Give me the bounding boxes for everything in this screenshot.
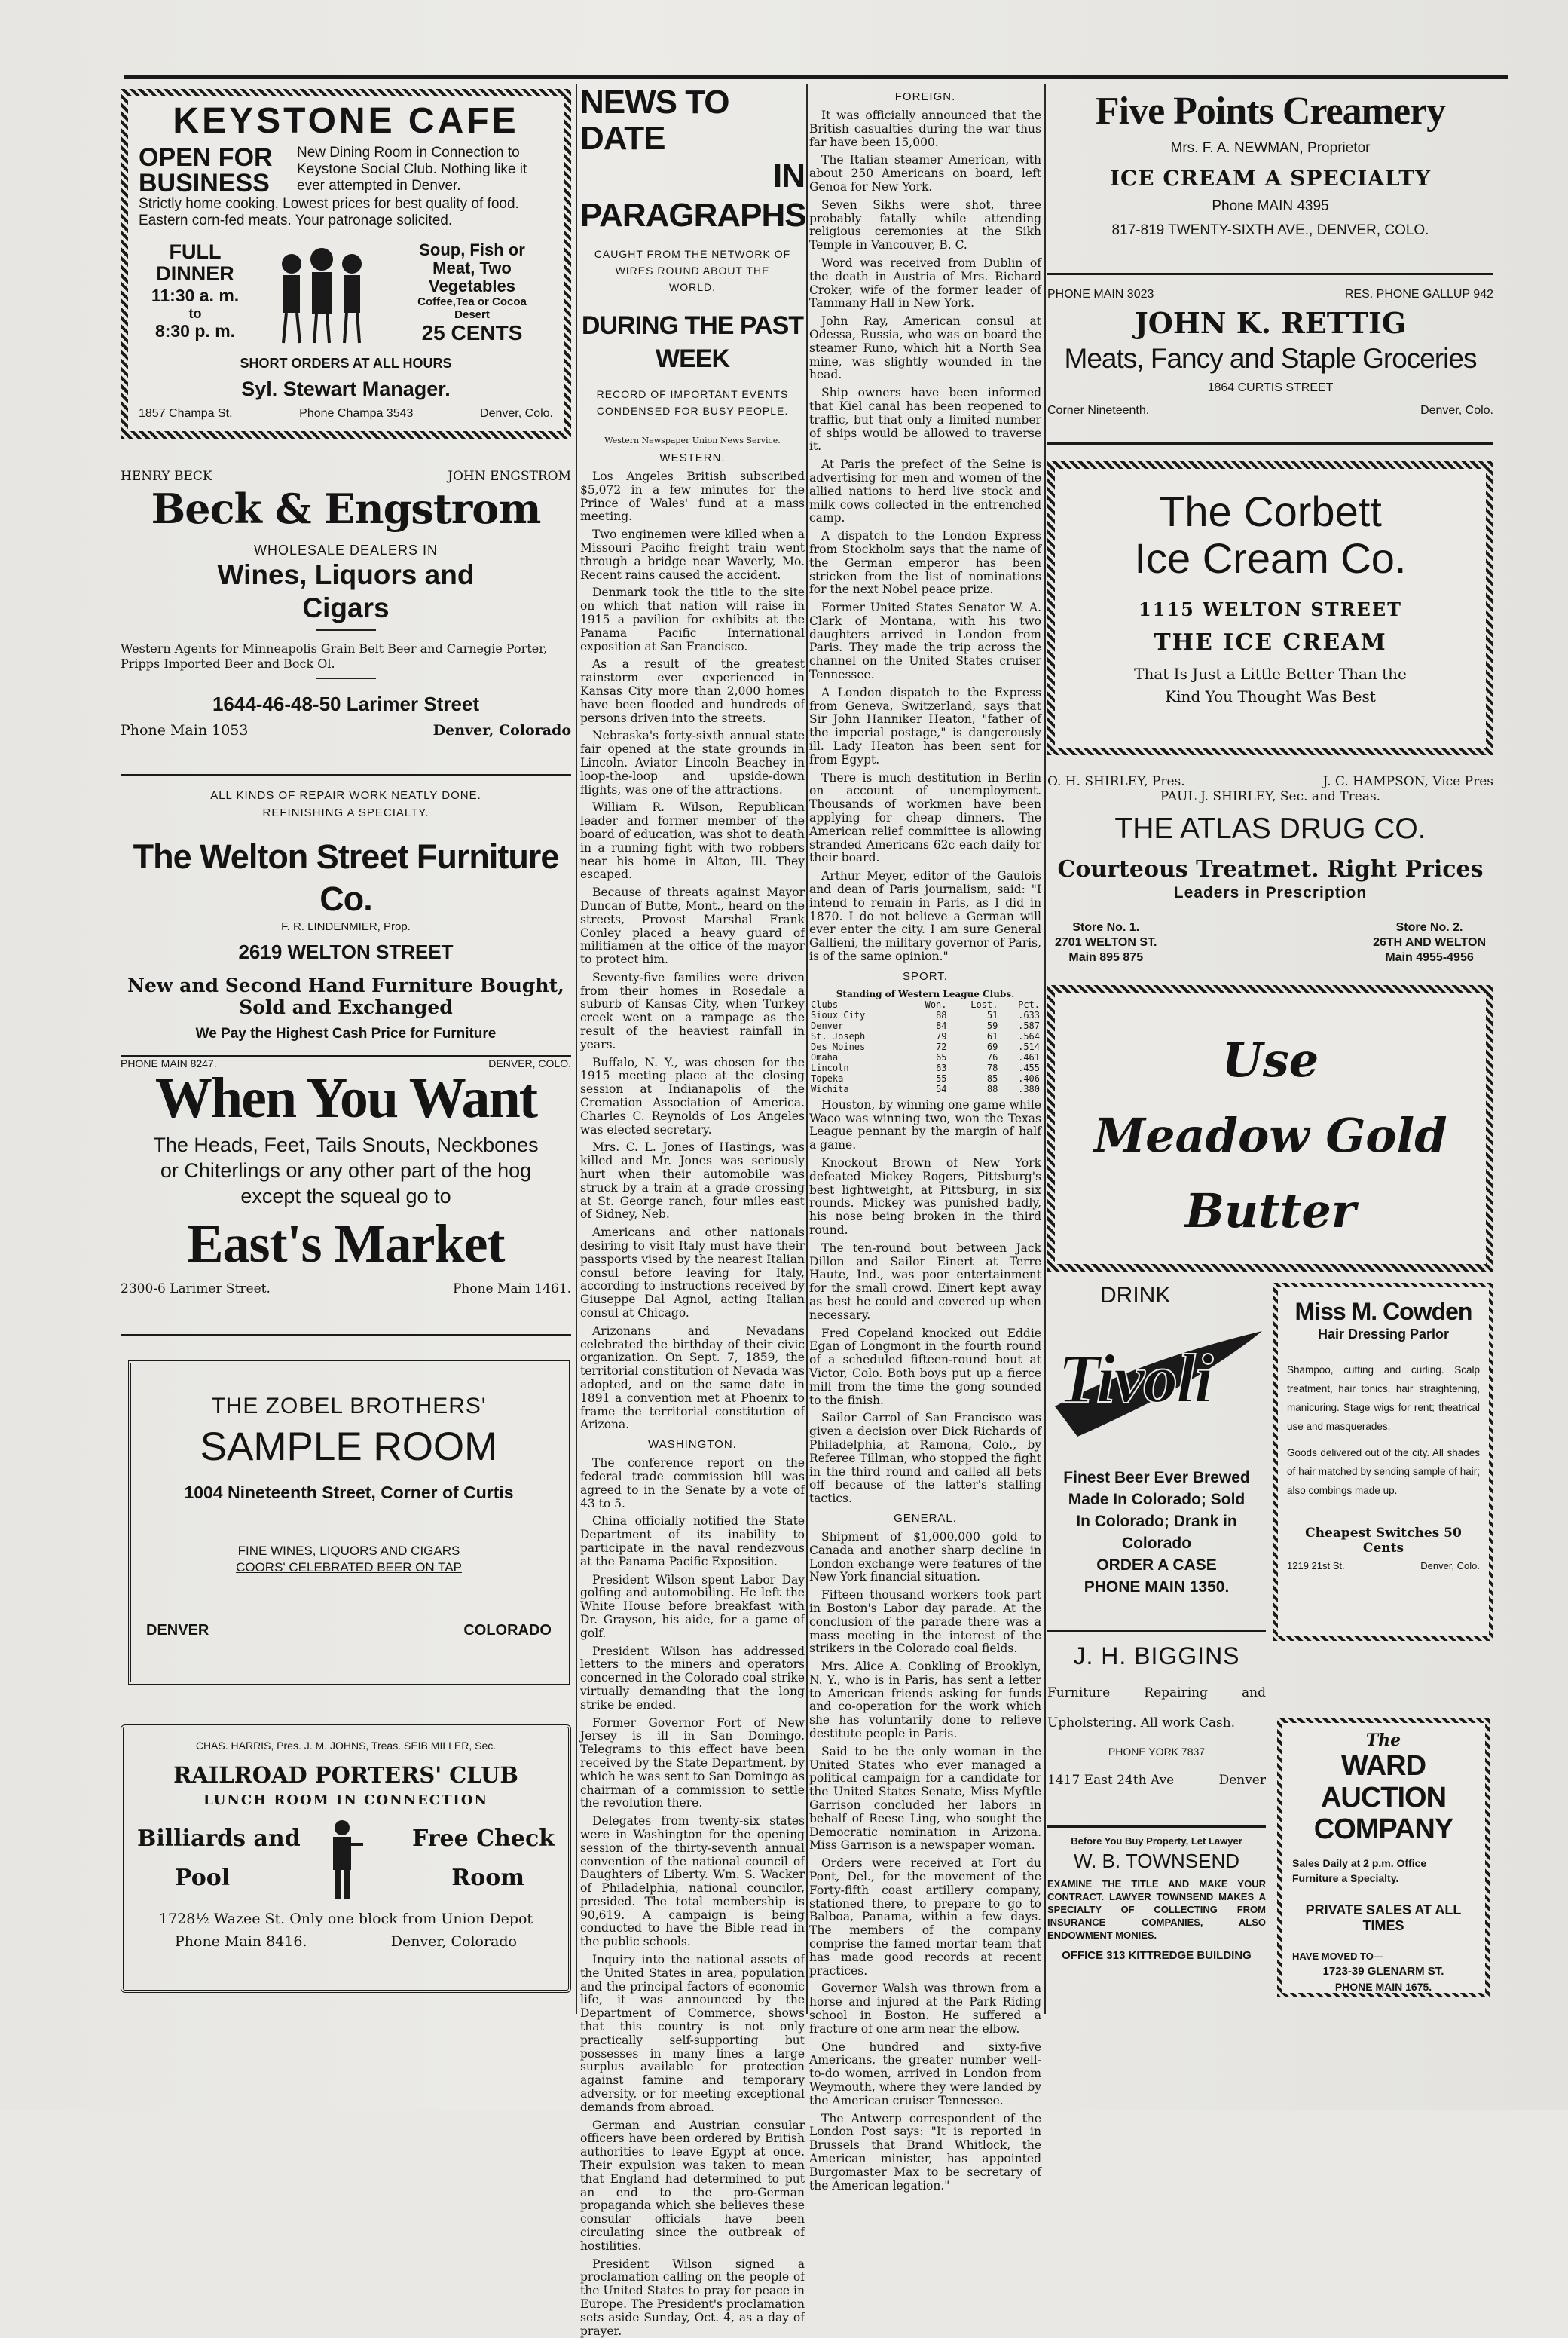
- cowden-switch: Cheapest Switches 50 Cents: [1305, 1526, 1462, 1556]
- news-item: A London dispatch to the Express from Geneva, Switzerland, says that Sir John Hanniker Heaton, "father of the imperial postage," is dangerously ill. Lady Heaton has been sent for from Egypt.: [809, 685, 1041, 767]
- standings-cell: 55: [936, 1073, 947, 1084]
- keystone-menu: [391, 241, 553, 345]
- news-deck-1: CAUGHT FROM THE NETWORK OF WIRES ROUND ABOUT THE WORLD.: [594, 248, 791, 293]
- beck-phone: Phone Main 1053: [121, 722, 249, 739]
- section-washington: WASHINGTON.: [648, 1438, 737, 1452]
- news-item: Nebraska's forty-sixth annual state fair opened at the state grounds in Lincoln. Aviator Lincoln Beachey in loop-the-loop and upside-down flights, was one of the attractions.: [580, 729, 805, 797]
- standings-cell: St. Joseph: [811, 1030, 866, 1042]
- tivoli-line: Made In Colorado; Sold: [1068, 1491, 1246, 1508]
- news-item: Ship owners have been informed that Kiel canal has been reopened to traffic, but that only a limited number of ships would be allowed to traverse it.: [809, 386, 1041, 454]
- corbett-address: 1115 WELTON STREET: [1139, 598, 1402, 620]
- news-item: There is much destitution in Berlin on account of unemployment. Thousands of workmen have been applying for cheap dinners. The American relief committee is allowing stranded Americans 62c each daily for their board.: [809, 770, 1041, 865]
- dinner-line: to: [188, 306, 202, 321]
- news-item: President Wilson signed a proclamation calling on the people of the United States to pray for peace in Europe. The President's proclamation sets aside Sunday, Oct. 4, as a day of prayer.: [580, 2257, 805, 2338]
- easts-body3: except the squeal go to: [240, 1185, 451, 1207]
- standings-cell: 61: [986, 1030, 998, 1042]
- news-item: President Wilson spent Labor Day golfing and automobiling. He left the White House before breakfast with Dr. Grayson, his aide, for a game of golf.: [580, 1572, 805, 1640]
- welton-title: The Welton Street Furniture Co.: [133, 837, 559, 918]
- beck-city: Denver, Colorado: [432, 722, 571, 739]
- menu-line: Desert: [454, 308, 490, 321]
- corbett-l3: THE ICE CREAM: [1154, 629, 1387, 656]
- tivoli-logo: Tivoli: [1058, 1340, 1212, 1417]
- beck-right-name: JOHN ENGSTROM: [448, 469, 571, 484]
- news-item: President Wilson has addressed letters to the miners and operators concerned in the Colorado coal strike virtually demanding that the long strike be ended.: [580, 1644, 805, 1712]
- news-service: Western Newspaper Union News Service.: [604, 436, 781, 445]
- keystone-phone: Phone Champa 3543: [299, 407, 414, 420]
- news-item: Former United States Senator W. A. Clark of Montana, with his two daughters arrived in London from Paris. They made the trip across the channel on the United States cruiser Tennessee.: [809, 601, 1041, 682]
- ward-private: PRIVATE SALES AT ALL TIMES: [1305, 1902, 1462, 1933]
- biggins-name: J. H. BIGGINS: [1073, 1642, 1240, 1669]
- atlas-officers: [1047, 774, 1493, 789]
- beck-agents: Western Agents for Minneapolis Grain Belt Beer and Carnegie Porter, Pripps Imported Beer and Bock Ol.: [121, 641, 548, 671]
- corbett-l4: That Is Just a Little Better Than the: [1134, 665, 1407, 683]
- beck-title: Beck & Engstrom: [151, 485, 541, 533]
- news-item: A dispatch to the London Express from Stockholm says that the name of the German emperor has been stricken from the list of nominations for the next Nobel peace prize.: [809, 529, 1041, 597]
- cowden-ad: [1273, 1283, 1493, 1641]
- open-for-business: OPEN FOR BUSINESS: [139, 143, 273, 197]
- atlas-sec: PAUL J. SHIRLEY, Sec. and Treas.: [1160, 789, 1381, 804]
- dinner-line: FULL: [169, 240, 222, 263]
- section-foreign: FOREIGN.: [894, 90, 956, 103]
- railroad-porters-ad: [121, 1724, 571, 1993]
- standings-cell: Omaha: [811, 1051, 839, 1063]
- news-item: Los Angeles British subscribed $5,072 in a few minutes for the Prince of Wales' fund at a mass meeting.: [580, 470, 805, 524]
- corbett-l1: The Corbett: [1159, 488, 1382, 535]
- standings-cell: 84: [936, 1020, 947, 1031]
- standings-row: [809, 1010, 1041, 1021]
- creamery-address: 817-819 TWENTY-SIXTH AVE., DENVER, COLO.: [1111, 222, 1429, 238]
- ward-l1: WARD AUCTION: [1320, 1750, 1447, 1813]
- news-item: Seven Sikhs were shot, three probably fatally while attending religious ceremonies at the Sikh Temple in Vancouver, B. C.: [809, 197, 1041, 252]
- welton-top1: ALL KINDS OF REPAIR WORK NEATLY DONE.: [210, 789, 481, 802]
- cowden-footer: [1287, 1560, 1480, 1571]
- ward-moved: HAVE MOVED TO—: [1292, 1951, 1383, 1962]
- standings-cell: .455: [1018, 1062, 1040, 1073]
- easts-address: 2300-6 Larimer Street.: [121, 1281, 271, 1296]
- zobel-left: DENVER: [146, 1622, 209, 1639]
- column-4: [1047, 84, 1493, 2014]
- tivoli-line: In Colorado; Drank in: [1076, 1513, 1237, 1530]
- ad-separator: [1047, 442, 1493, 445]
- column-1: [121, 84, 571, 1999]
- townsend-office: OFFICE 313 KITTREDGE BUILDING: [1062, 1949, 1252, 1962]
- news-column-2: [809, 84, 1041, 2193]
- biggins-line: Furniture Repairing and Upholstering. All work Cash.: [1047, 1685, 1266, 1731]
- standings-cell: Topeka: [811, 1073, 844, 1084]
- tivoli-line: PHONE MAIN 1350.: [1084, 1578, 1230, 1596]
- standings-table: [809, 999, 1041, 1094]
- ad-separator: [121, 774, 571, 776]
- news-item: Word was received from Dublin of the death in Austria of Mrs. Richard Croker, wife of the former leader of Tammany Hall in New York.: [809, 256, 1041, 311]
- tivoli-ad: [1047, 1283, 1266, 1637]
- welton-city: DENVER, COLO.: [488, 1057, 571, 1070]
- welton-phone: PHONE MAIN 8247.: [121, 1057, 217, 1070]
- rettig-res-phone: RES. PHONE GALLUP 942: [1344, 288, 1493, 301]
- news-item: The Antwerp correspondent of the London Post says: "It is reported in Brussels that Brand Whitlock, the American minister, has appointed Burgomaster Max to be secretary of the American legation.": [809, 2111, 1041, 2193]
- standings-cell: .406: [1018, 1073, 1040, 1084]
- standings-cell: Sioux City: [811, 1009, 866, 1021]
- railroad-officers: CHAS. HARRIS, Pres. J. M. JOHNS, Treas. SEIB MILLER, Sec.: [195, 1740, 497, 1752]
- ward-l2: COMPANY: [1313, 1813, 1453, 1845]
- ad-separator: [121, 1055, 571, 1057]
- corbett-l5: Kind You Thought Was Best: [1165, 687, 1376, 705]
- rettig-address: 1864 CURTIS STREET: [1207, 381, 1334, 394]
- atlas-vp: J. C. HAMPSON, Vice Pres: [1322, 774, 1493, 789]
- dinner-line: 8:30 p. m.: [154, 321, 236, 341]
- news-item: Arthur Meyer, editor of the Gaulois and dean of Paris journalism, said: "I intend to remain in Paris, as I did in 1870. I do not believe a German will ever enter the city. I am sure General Gallieni, the military governor of Paris, is of the same opinion.": [809, 869, 1041, 964]
- news-item: Shipment of $1,000,000 gold to Canada and another sharp decline in London exchange were features of the New York financial situation.: [809, 1529, 1041, 1584]
- standings-cell: .461: [1018, 1051, 1040, 1063]
- tivoli-logo-area: [1047, 1316, 1266, 1452]
- cowden-body2: Goods delivered out of the city. All shades of hair matched by sending sample of hair; also combings made up.: [1287, 1447, 1480, 1496]
- tivoli-line: Colorado: [1121, 1535, 1192, 1552]
- easts-name: East's Market: [187, 1213, 505, 1274]
- standings-cell: 88: [986, 1083, 998, 1094]
- easts-phone: Phone Main 1461.: [452, 1281, 571, 1296]
- zobel-ad: [128, 1360, 570, 1685]
- news-item: One hundred and sixty-five Americans, the greater number well-to-do women, arrived in London from Weymouth, where they were landed by the American cruiser Tennessee.: [809, 2040, 1041, 2107]
- news-item: Sailor Carrol of San Francisco was given a decision over Dick Richards of Philadelphia, at Ramona, Colo., by Referee Tillman, who stopped the fight in the third round and called all bets off because of the latter's stalling tactics.: [809, 1411, 1041, 1506]
- creamery-spec: ICE CREAM A SPECIALTY: [1109, 166, 1432, 191]
- tivoli-drink: DRINK: [1100, 1283, 1171, 1308]
- easts-body2: or Chiterlings or any other part of the hog: [160, 1159, 532, 1182]
- welton-top2: REFINISHING A SPECIALTY.: [262, 806, 429, 819]
- keystone-body: Strictly home cooking. Lowest prices for best quality of food. Eastern corn-fed meats. Your patronage solicited.: [139, 196, 519, 228]
- standings-cell: .564: [1018, 1030, 1040, 1042]
- standings-row: [809, 1063, 1041, 1073]
- cowden-address: 1219 21st St.: [1287, 1560, 1345, 1571]
- zobel-line1: THE ZOBEL BROTHERS': [211, 1394, 487, 1418]
- standings-cell: 76: [986, 1051, 998, 1063]
- welton-address: 2619 WELTON STREET: [238, 941, 454, 963]
- standings-cell: .514: [1018, 1041, 1040, 1052]
- section-general: GENERAL.: [894, 1511, 957, 1525]
- railroad-pool: Pool: [175, 1865, 231, 1891]
- standings-cell: 72: [936, 1041, 947, 1052]
- column-divider: [1044, 84, 1046, 2014]
- standings-cell: 54: [936, 1083, 947, 1094]
- standings-cell: 59: [986, 1020, 998, 1031]
- news-item: The ten-round bout between Jack Dillon and Sailor Einert at Terre Haute, Ind., was poor entertainment for the small crowd. Einert kept away as best he could and covered up when necessary.: [809, 1241, 1041, 1322]
- menu-line: Soup, Fish or: [419, 240, 525, 259]
- dinner-line: 11:30 a. m.: [151, 286, 240, 305]
- corbett-ad: [1047, 461, 1493, 755]
- porter-icon: [319, 1817, 365, 1900]
- standings-cell: .587: [1018, 1020, 1040, 1031]
- news-headline-1: NEWS TO DATE: [580, 84, 729, 157]
- news-item: German and Austrian consular officers have been ordered by British authorities to leave Egypt at once. Their expulsion was taken to mean that England had determined to put an end to the pro-German propaganda which she believes these consular officials have been circulating since the outbreak of hostilities.: [580, 2118, 805, 2253]
- biggins-ad: [1047, 1630, 1266, 1788]
- corbett-l2: Ice Cream Co.: [1134, 534, 1407, 582]
- standings-cell: 51: [986, 1009, 998, 1021]
- rettig-name: JOHN K. RETTIG: [1134, 306, 1407, 340]
- ad-separator: [1047, 1630, 1266, 1632]
- welton-line2: We Pay the Highest Cash Price for Furniture: [195, 1026, 497, 1042]
- news-item: The Italian steamer American, with about 250 Americans on board, left Genoa for New York.: [809, 153, 1041, 194]
- rettig-line: Meats, Fancy and Staple Groceries: [1064, 343, 1477, 374]
- atlas-sub: Leaders in Prescription: [1173, 884, 1368, 901]
- ward-the: The: [1365, 1731, 1401, 1750]
- standings-cell: Denver: [811, 1020, 844, 1031]
- keystone-cafe-ad: [121, 89, 571, 439]
- biggins-city: Denver: [1218, 1773, 1266, 1788]
- news-item: John Ray, American consul at Odessa, Russia, who was on board the steamer Runo, which hit a North Sea mine, was slightly wounded in the head.: [809, 314, 1041, 382]
- standings-row: [809, 1021, 1041, 1031]
- railroad-sub: LUNCH ROOM IN CONNECTION: [203, 1792, 488, 1808]
- tivoli-line: Finest Beer Ever Brewed: [1063, 1469, 1250, 1486]
- menu-price: 25 CENTS: [421, 321, 523, 344]
- top-rule: [124, 75, 1508, 79]
- standings-cell: 88: [936, 1009, 947, 1021]
- rettig-city: Denver, Colo.: [1420, 404, 1493, 417]
- beck-sub: WHOLESALE DEALERS IN: [253, 543, 439, 558]
- railroad-city: Denver, Colorado: [390, 1933, 517, 1950]
- news-deck-2: RECORD OF IMPORTANT EVENTS CONDENSED FOR BUSY PEOPLE.: [596, 388, 789, 417]
- biggins-phone: PHONE YORK 7837: [1108, 1746, 1206, 1758]
- atlas-store-label: Store No. 2.: [1395, 921, 1463, 934]
- rettig-ad: [1047, 288, 1493, 439]
- standings-cell: Won.: [925, 999, 947, 1010]
- standings-cell: .380: [1018, 1083, 1040, 1094]
- tivoli-text: [1047, 1467, 1266, 1598]
- easts-head: When You Want: [154, 1066, 537, 1130]
- news-item: At Paris the prefect of the Seine is advertising for men and women of the allied nations to herd live stock and milk cows collected in the entrenched camp.: [809, 458, 1041, 525]
- menu-line: Vegetables: [429, 277, 515, 295]
- keystone-footer: [139, 407, 553, 421]
- beck-line2: Cigars: [302, 592, 390, 623]
- atlas-store-address: 26TH AND WELTON: [1373, 936, 1486, 949]
- atlas-store-1: [1055, 920, 1157, 965]
- rettig-phones: [1047, 288, 1493, 301]
- news-item: Arizonans and Nevadans celebrated the birthday of their civic organization. On Sept. 7, 1859, the territorial constitution of Nevada was adopted, and on the same date in 1891 a convention met at Phoenix to frame the territorial constitution of Arizona.: [580, 1324, 805, 1432]
- standings-cell: 79: [936, 1030, 947, 1042]
- news-item: The conference report on the federal trade commission bill was agreed to in the Senate by a vote of 43 to 5.: [580, 1456, 805, 1510]
- welton-prop: F. R. LINDENMIER, Prop.: [281, 920, 411, 933]
- standings-cell: Lincoln: [811, 1062, 849, 1073]
- standings-cell: 78: [986, 1062, 998, 1073]
- standing-title: Standing of Western League Clubs.: [836, 988, 1015, 999]
- news-item: China officially notified the State Department of its inability to participate in the naval rendezvous at the Panama Pacific Exposition.: [580, 1514, 805, 1568]
- beck-divider: [316, 629, 376, 631]
- short-orders: SHORT ORDERS AT ALL HOURS: [240, 356, 452, 371]
- meadow-l2: Meadow Gold: [1093, 1108, 1447, 1163]
- zobel-sub2: COORS' CELEBRATED BEER ON TAP: [236, 1560, 462, 1574]
- ward-auction-ad: [1277, 1718, 1490, 1997]
- news-item: It was officially announced that the British casualties during the war thus far have been 15,000.: [809, 109, 1041, 149]
- townsend-top: Before You Buy Property, Let Lawyer: [1071, 1835, 1242, 1847]
- keystone-manager: Syl. Stewart Manager.: [241, 378, 451, 400]
- standings-cell: Lost.: [970, 999, 998, 1010]
- cowden-city: Denver, Colo.: [1420, 1560, 1480, 1571]
- keystone-title: KEYSTONE CAFE: [173, 101, 519, 141]
- section-sport: SPORT.: [903, 969, 948, 983]
- news-item: Orders were received at Fort du Pont, Del., for the movement of the Forty-fifth coast artillery company, stationed there, to prepare to go to Balboa, Panama, within a few days. The members of the company comprise the famed mortar team that has made good records at recent practices.: [809, 1856, 1041, 1978]
- news-item: Two enginemen were killed when a Missouri Pacific freight train went through a bridge near Waverly, Mo. Recent rains caused the accident.: [580, 528, 805, 582]
- zobel-sub1: FINE WINES, LIQUORS AND CIGARS: [237, 1544, 460, 1558]
- railroad-free-check: Free Check: [411, 1825, 555, 1852]
- atlas-store-address: 2701 WELTON ST.: [1055, 936, 1157, 949]
- beck-left-name: HENRY BECK: [121, 469, 212, 484]
- biggins-address: 1417 East 24th Ave: [1047, 1773, 1175, 1788]
- tivoli-line: ORDER A CASE: [1096, 1556, 1217, 1574]
- townsend-ad: [1047, 1825, 1266, 2006]
- news-item: As a result of the greatest rainstorm ever experienced in Kansas City more than 2,000 homes have been flooded and hundreds of persons driven into the streets.: [580, 657, 805, 725]
- section-western: WESTERN.: [659, 451, 726, 464]
- news-item: Denmark took the title to the site on which that nation will raise in 1915 a pavilion for exhibits at the Panama Pacific International exposition at San Francisco.: [580, 586, 805, 653]
- beck-line1: Wines, Liquors and: [217, 559, 475, 590]
- news-item: Because of threats against Mayor Duncan of Butte, Mont., heard on the streets, Provost Marshal Frank Conley placed a heavy guard of militiamen at the office of the mayor to protect him.: [580, 886, 805, 967]
- beck-names: [121, 469, 571, 484]
- standings-row: [809, 1042, 1041, 1052]
- standings-row: [809, 1084, 1041, 1094]
- standings-cell: Clubs—: [811, 999, 844, 1010]
- news-item: Knockout Brown of New York defeated Mickey Rogers, Pittsburg's best lightweight, at Pittsburg, in six rounds. Mickey was punished badly, his nose being broken in the third round.: [809, 1156, 1041, 1237]
- news-item: Delegates from twenty-six states were in Washington for the opening session of the thirty-seventh annual convention of the national council of Daughters of Liberty. Wm. S. Wacker of Philadelphia, national councilor, presided. The total membership is 90,619. A campaign is being conducted to have the Bible read in the public schools.: [580, 1814, 805, 1949]
- cowden-body: Shampoo, cutting and curling. Scalp treatment, hair tonics, hair straightening, manicuring. Stage wigs for rent; theatrical use and masquerades.: [1287, 1364, 1480, 1432]
- standings-cell: 63: [936, 1062, 947, 1073]
- column-divider: [806, 84, 808, 2014]
- railroad-room: Room: [451, 1865, 524, 1891]
- ward-address: 1723-39 GLENARM ST.: [1322, 1965, 1444, 1978]
- news-item: Fred Copeland knocked out Eddie Egan of Longmont in the fourth round of a scheduled fifteen-round bout at Victor, Colo. Both boys put up a fierce mill from the time the gong sounded to the finish.: [809, 1326, 1041, 1407]
- column-divider: [576, 84, 577, 2014]
- standings-cell: 65: [936, 1051, 947, 1063]
- railroad-address: 1728½ Wazee St. Only one block from Union Depot: [158, 1911, 533, 1927]
- cowden-name: Miss M. Cowden: [1294, 1298, 1472, 1325]
- railroad-right: [374, 1819, 555, 1898]
- creamery-prop: Mrs. F. A. NEWMAN, Proprietor: [1170, 140, 1371, 156]
- ward-phone: PHONE MAIN 1675.: [1334, 1981, 1432, 1993]
- rettig-footer: [1047, 404, 1493, 418]
- news-item: Former Governor Fort of New Jersey is ill in San Domingo. Telegrams to this effect have been received by the State Department, by which he was sent to San Domingo as chairman of a commission to settle the revolution there.: [580, 1715, 805, 1810]
- ward-sales: Sales Daily at 2 p.m. Office Furniture a Specialty.: [1292, 1857, 1427, 1884]
- meadow-l3: Butter: [1184, 1183, 1356, 1238]
- standings-header-row: [809, 999, 1041, 1010]
- railroad-left: [137, 1819, 310, 1898]
- ad-separator: [1047, 1825, 1266, 1828]
- ad-separator: [1047, 273, 1493, 275]
- menu-line: Meat, Two: [432, 259, 512, 277]
- rettig-phone: PHONE MAIN 3023: [1047, 288, 1154, 301]
- atlas-store-2: [1373, 920, 1486, 965]
- standings-cell: 69: [986, 1041, 998, 1052]
- standings-cell: .633: [1018, 1009, 1040, 1021]
- meadow-gold-ad: [1047, 985, 1493, 1272]
- atlas-store-phone: Main 895 875: [1068, 951, 1144, 964]
- standings-cell: 85: [986, 1073, 998, 1084]
- meadow-l1: Use: [1221, 1033, 1319, 1088]
- news-item: Mrs. C. L. Jones of Hastings, was killed and Mr. Jones was seriously hurt when their automobile was struck by a train at a grade crossing at St. George ranch, four miles east of Sidney, Neb.: [580, 1140, 805, 1222]
- creamery-title: Five Points Creamery: [1095, 90, 1446, 133]
- standings-cell: Pct.: [1018, 999, 1040, 1010]
- keystone-address: 1857 Champa St.: [139, 407, 233, 420]
- townsend-name: W. B. TOWNSEND: [1073, 1850, 1240, 1872]
- beck-footer: [121, 722, 571, 739]
- ad-separator: [121, 1334, 571, 1336]
- news-item: William R. Wilson, Republican leader and former member of the board of education, was shot to death in a running fight with two robbers near his home in Alton, Ill. They escaped.: [580, 800, 805, 882]
- news-headline-3: DURING THE PAST WEEK: [581, 311, 804, 373]
- news-item: Governor Walsh was thrown from a horse and injured at the Park Riding school in Boston. He suffered a fracture of one arm near the elbow.: [809, 1981, 1041, 2036]
- easts-body1: The Heads, Feet, Tails Snouts, Neckbones: [153, 1134, 539, 1156]
- railroad-phone: Phone Main 8416.: [175, 1933, 307, 1950]
- standings-row: [809, 1073, 1041, 1084]
- keystone-dinner: [139, 241, 252, 342]
- news-item: Mrs. Alice A. Conkling of Brooklyn, N. Y., who is in Paris, has sent a letter to American friends asking for funds and co-operation for the work which she has voluntarily done to relieve destitute people in Paris.: [809, 1660, 1041, 1741]
- zobel-footer: [146, 1622, 552, 1639]
- atlas-slogan: Courteous Treatmet. Right Prices: [1057, 856, 1484, 883]
- atlas-drug-ad: [1047, 774, 1493, 1015]
- zobel-right: COLORADO: [463, 1622, 552, 1639]
- diners-illustration-icon: [273, 241, 371, 347]
- atlas-stores: [1047, 920, 1493, 965]
- easts-footer: [121, 1281, 571, 1296]
- news-item: Buffalo, N. Y., was chosen for the 1915 meeting place at the closing session at Indianapolis of the Cremation Association of America. Charles C. Reynolds of Los Angeles was elected secretary.: [580, 1055, 805, 1137]
- creamery-ad: [1047, 89, 1493, 270]
- news-item: Houston, by winning one game while Waco was winning two, won the Texas League pennant by the margin of half a game.: [809, 1097, 1041, 1152]
- keystone-city: Denver, Colo.: [480, 407, 553, 420]
- townsend-body: EXAMINE THE TITLE AND MAKE YOUR CONTRACT. LAWYER TOWNSEND MAKES A SPECIALTY OF COLLECTING FROM INSURANCE COMPANIES, ALSO ENDOWMENT MONIES.: [1047, 1878, 1266, 1941]
- standings-row: [809, 1031, 1041, 1042]
- atlas-pres: O. H. SHIRLEY, Pres.: [1047, 774, 1185, 789]
- zobel-line2: SAMPLE ROOM: [200, 1425, 498, 1469]
- dinner-line: DINNER: [156, 262, 234, 285]
- menu-line: Coffee,Tea or Cocoa: [417, 295, 527, 308]
- welton-line1: New and Second Hand Furniture Bought, Sold and Exchanged: [127, 975, 564, 1018]
- beck-divider: [316, 678, 376, 679]
- news-item: Inquiry into the national assets of the United States in area, population and the principal factors of economic life, it was announced by the Department of Commerce, shows that this country is not only practically self-supporting but possesses in many lines a large surplus available for protection against famine and temporary adversity, or for meeting exceptional demands from abroad.: [580, 1953, 805, 2114]
- atlas-title: THE ATLAS DRUG CO.: [1114, 812, 1426, 845]
- railroad-title: RAILROAD PORTERS' CLUB: [173, 1762, 518, 1788]
- news-item: Said to be the only woman in the United States who ever managed a political campaign for a candidate for the United States Senate, Miss Myftle Garrison concluded her labors in behalf of Reese Ling, who sought the Democratic nomination in Arizona. Miss Garrison is a newspaper woman.: [809, 1744, 1041, 1853]
- news-item: Americans and other nationals desiring to visit Italy must have their passports vised by the nearest Italian consul before leaving for Italy, according to instructions received by Giuseppe Dal Agnol, acting Italian consul at Chicago.: [580, 1226, 805, 1320]
- railroad-footer: [137, 1933, 555, 1950]
- news-column-1: [580, 84, 806, 2338]
- news-headline-2: IN PARAGRAPHS: [580, 158, 806, 234]
- news-item: Seventy-five families were driven from their homes in Rosedale a suburb of Kansas City, when Turkey creek went on a rampage as the result of the heaviest rainfall in years.: [580, 970, 805, 1051]
- standings-cell: Wichita: [811, 1083, 849, 1094]
- standings-row: [809, 1052, 1041, 1063]
- zobel-address: 1004 Nineteenth Street, Corner of Curtis: [184, 1483, 514, 1502]
- cowden-sub: Hair Dressing Parlor: [1317, 1327, 1450, 1342]
- creamery-phone: Phone MAIN 4395: [1212, 198, 1329, 214]
- keystone-open-text: New Dining Room in Connection to Keystone Social Club. Nothing like it ever attempted in Denver.: [297, 145, 527, 194]
- atlas-store-label: Store No. 1.: [1072, 921, 1140, 934]
- railroad-billiards: Billiards and: [137, 1825, 301, 1852]
- beck-address: 1644-46-48-50 Larimer Street: [212, 693, 480, 715]
- atlas-store-phone: Main 4955-4956: [1385, 951, 1474, 964]
- rettig-corner: Corner Nineteenth.: [1047, 404, 1150, 417]
- news-item: Fifteen thousand workers took part in Boston's Labor day parade. At the conclusion of the parade there was a mass meeting in the interest of the strikers in the Colorado coal fields.: [809, 1588, 1041, 1656]
- biggins-footer: [1047, 1773, 1266, 1788]
- standings-cell: Des Moines: [811, 1041, 866, 1052]
